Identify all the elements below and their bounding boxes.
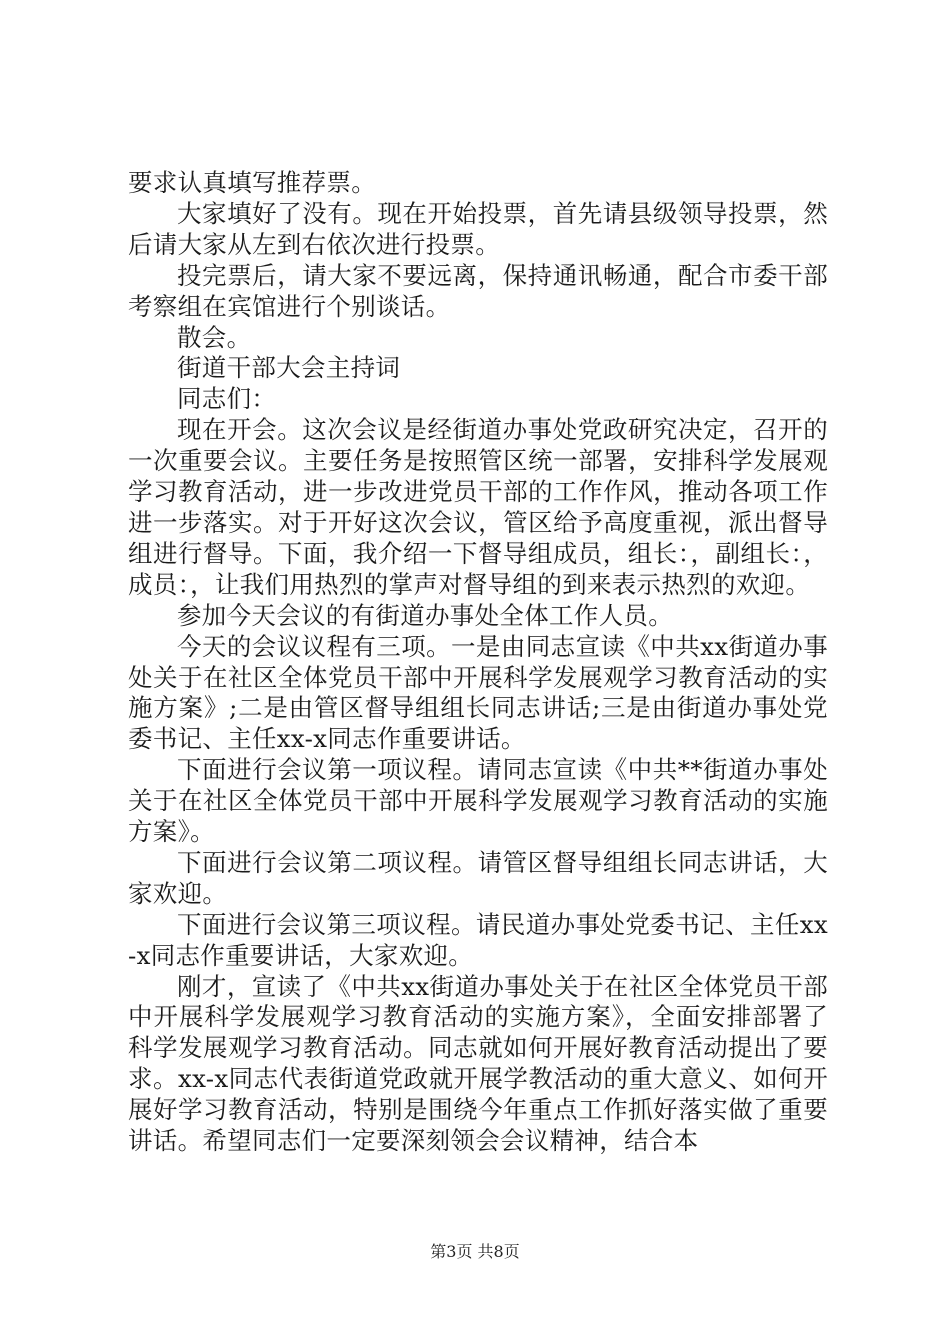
paragraph-11: 下面进行会议第二项议程。请管区督导组组长同志讲话，大家欢迎。: [128, 847, 828, 908]
paragraph-13: 刚才，宣读了《中共xx街道办事处关于在社区全体党员干部中开展科学发展观学习教育活动的实施方案》，全面安排部署了科学发展观学习教育活动。同志就如何开展好教育活动提出了要求。xx-x同志代表街道党政就开展学教活动的重大意义、如何开展好学习教育活动，特别是围绕今年重点工作抓好落实做了重要讲话。希望同志们一定要深刻领会会议精神，结合本: [128, 971, 828, 1156]
paragraph-9: 今天的会议议程有三项。一是由同志宣读《中共xx街道办事处关于在社区全体党员干部中开展科学发展观学习教育活动的实施方案》;二是由管区督导组组长同志讲话;三是由街道办事处党委书记、主任xx-x同志作重要讲话。: [128, 631, 828, 754]
document-body: [128, 168, 828, 1157]
page-number-footer: 第3页 共8页: [430, 1242, 520, 1261]
paragraph-7: 现在开会。这次会议是经街道办事处党政研究决定，召开的一次重要会议。主要任务是按照管区统一部署，安排科学发展观学习教育活动，进一步改进党员干部的工作作风，推动各项工作进一步落实。对于开好这次会议，管区给予高度重视，派出督导组进行督导。下面，我介绍一下督导组成员，组长：，副组长：，成员：，让我们用热烈的掌声对督导组的到来表示热烈的欢迎。: [128, 415, 828, 599]
section-heading: 街道干部大会主持词: [177, 353, 401, 383]
paragraph-12: 下面进行会议第三项议程。请民道办事处党委书记、主任xx-x同志作重要讲话，大家欢迎。: [128, 909, 828, 970]
paragraph-3: 投完票后，请大家不要远离，保持通讯畅通，配合市委干部考察组在宾馆进行个别谈话。: [128, 260, 828, 321]
paragraph-10: 下面进行会议第一项议程。请同志宣读《中共**街道办事处关于在社区全体党员干部中开展科学发展观学习教育活动的实施方案》。: [128, 755, 828, 847]
paragraph-1: 要求认真填写推荐票。: [128, 168, 376, 197]
paragraph-4: 散会。: [177, 322, 252, 352]
salutation: 同志们：: [177, 384, 277, 414]
paragraph-8: 参加今天会议的有街道办事处全体工作人员。: [177, 600, 673, 630]
paragraph-2: 大家填好了没有。现在开始投票，首先请县级领导投票，然后请大家从左到右依次进行投票。: [128, 198, 828, 259]
